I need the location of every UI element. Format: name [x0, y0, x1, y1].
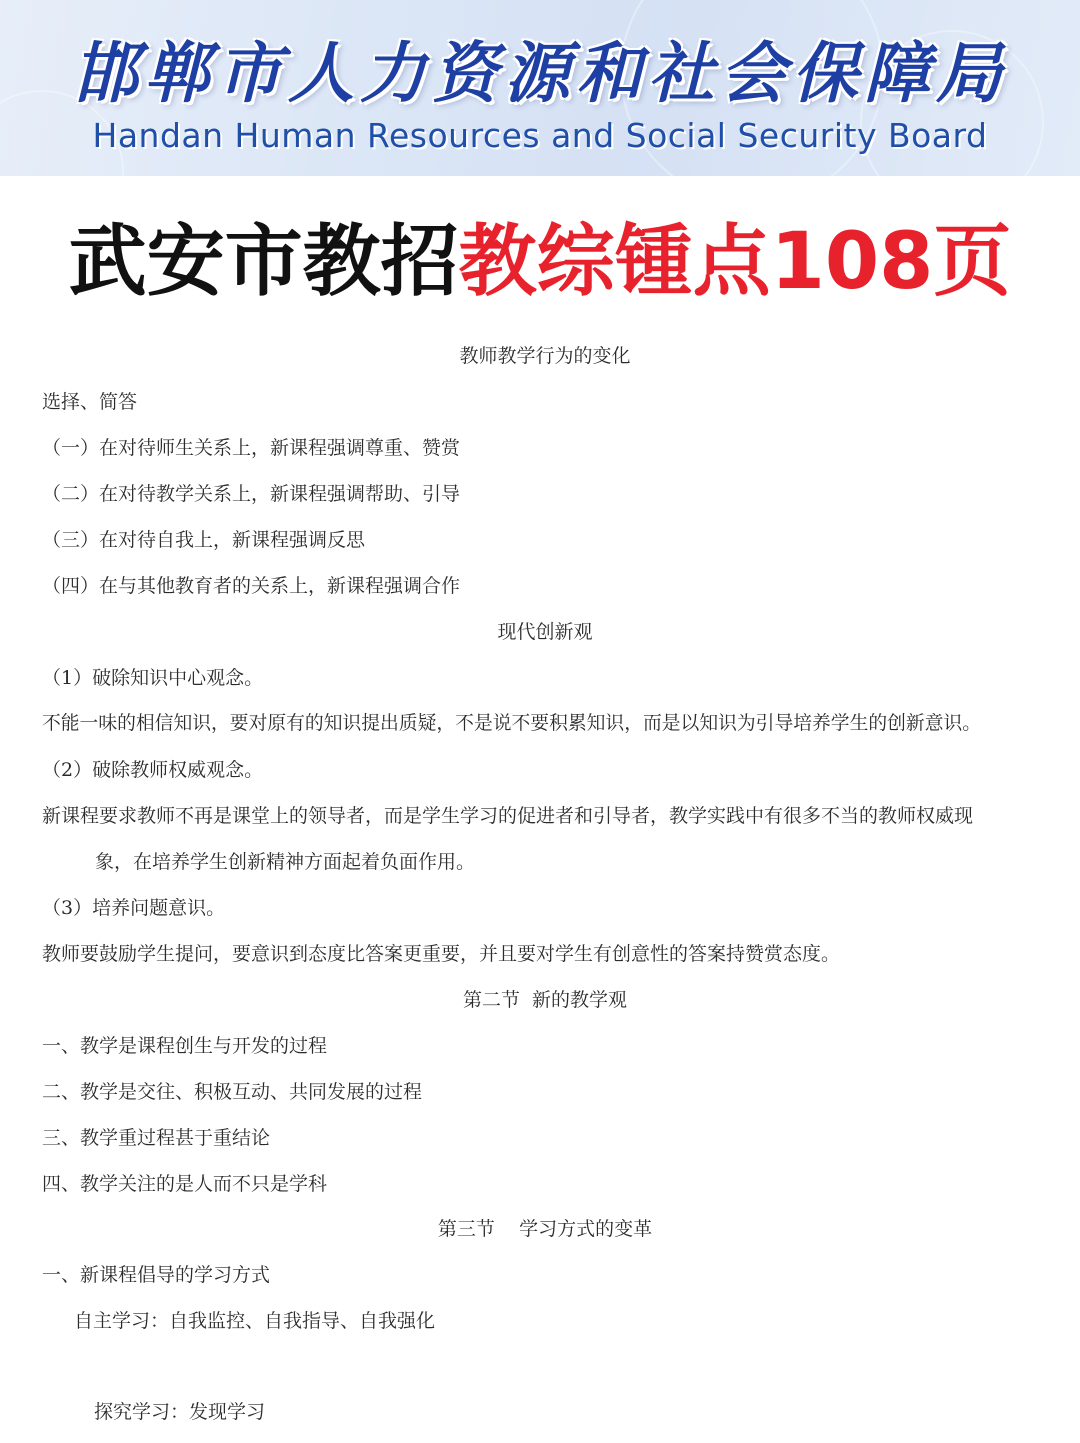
section-heading: 第三节 学习方式的变革	[437, 1218, 653, 1240]
question-type-note: 选择、简答	[42, 391, 138, 413]
list-item: 一、新课程倡导的学习方式	[42, 1264, 271, 1286]
headline	[0, 214, 1080, 310]
list-item: 二、教学是交往、积极互动、共同发展的过程	[42, 1081, 423, 1103]
list-item: 自主学习：自我监控、自我指导、自我强化	[74, 1310, 436, 1332]
list-item: 三、教学重过程甚于重结论	[42, 1127, 271, 1149]
section-heading: 教师教学行为的变化	[459, 345, 631, 367]
list-item: （二）在对待教学关系上，新课程强调帮助、引导	[42, 483, 461, 505]
list-item: （四）在与其他教育者的关系上，新课程强调合作	[42, 575, 461, 597]
point-title: （2）破除教师权威观念。	[42, 759, 264, 781]
list-item: 四、教学关注的是人而不只是学科	[42, 1173, 328, 1195]
headline-black-part: 武安市教招	[68, 217, 459, 307]
point-text: 教师要鼓励学生提问，要意识到态度比答案更重要，并且要对学生有创意性的答案持赞赏态度。	[42, 943, 841, 965]
list-item: 探究学习：发现学习	[94, 1401, 266, 1423]
point-text-continued: 象，在培养学生创新精神方面起着负面作用。	[95, 851, 476, 873]
list-item: （一）在对待师生关系上，新课程强调尊重、赞赏	[42, 437, 461, 459]
section-heading: 第二节 新的教学观	[462, 989, 628, 1011]
banner-title: 邯郸市人力资源和社会保障局	[72, 34, 1008, 112]
point-text: 新课程要求教师不再是课堂上的领导者，而是学生学习的促进者和引导者，教学实践中有很多不当的教师权威现	[42, 805, 974, 827]
list-item: 一、教学是课程创生与开发的过程	[42, 1035, 328, 1057]
point-title: （1）破除知识中心观念。	[42, 667, 264, 689]
list-item: （三）在对待自我上，新课程强调反思	[42, 529, 366, 551]
banner-subtitle: Handan Human Resources and Social Security Board	[92, 116, 988, 155]
header-banner	[0, 0, 1080, 176]
point-title: （3）培养问题意识。	[42, 897, 226, 919]
headline-red-part: 教综锺点108页	[458, 217, 1012, 307]
point-text: 不能一味的相信知识，要对原有的知识提出质疑，不是说不要积累知识，而是以知识为引导培养学生的创新意识。	[42, 713, 982, 734]
section-heading: 现代创新观	[497, 621, 593, 643]
